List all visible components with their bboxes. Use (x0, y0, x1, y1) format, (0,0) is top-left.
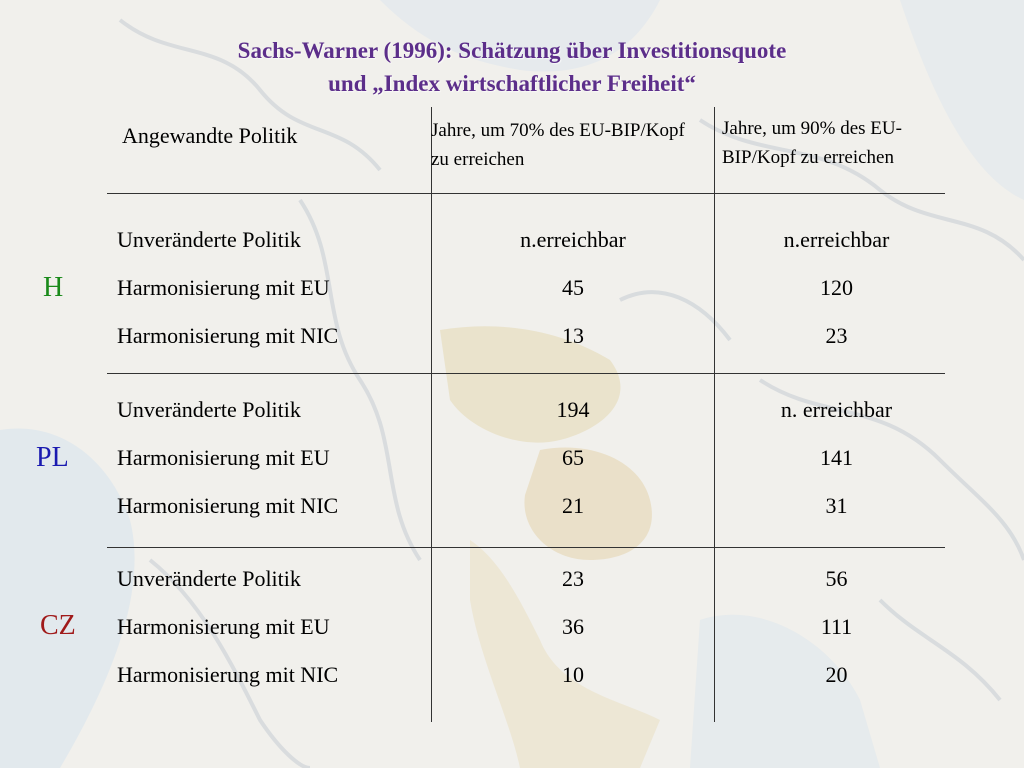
policy-label: Unveränderte Politik (117, 566, 301, 591)
column-divider-2 (714, 107, 715, 722)
value-90: n.erreichbar (783, 227, 890, 252)
group-rule-1 (107, 373, 945, 374)
policy-label: Harmonisierung mit NIC (117, 662, 339, 687)
header-policy: Angewandte Politik (122, 123, 298, 148)
header-years-90: Jahre, um 90% des EU-BIP/Kopf zu erreichen (722, 118, 902, 168)
value-90: n. erreichbar (780, 397, 893, 422)
value-90: 23 (825, 323, 848, 348)
policy-label: Unveränderte Politik (117, 397, 301, 422)
group-rule-2 (107, 547, 945, 548)
policy-label: Unveränderte Politik (117, 227, 301, 252)
value-70: 10 (562, 662, 584, 687)
country-label-pl: PL (36, 442, 69, 473)
policy-label: Harmonisierung mit EU (117, 445, 330, 470)
title-line-2: und „Index wirtschaftlicher Freiheit“ (328, 71, 696, 96)
value-70: n.erreichbar (520, 227, 626, 252)
value-70: 45 (562, 275, 584, 300)
value-70: 194 (556, 397, 590, 422)
header-years-70: Jahre, um 70% des EU-BIP/Kopf zu erreichen (431, 120, 685, 170)
policy-label: Harmonisierung mit EU (117, 275, 330, 300)
value-70: 36 (562, 614, 584, 639)
value-90: 56 (825, 566, 848, 591)
column-divider-1 (431, 107, 432, 722)
value-90: 20 (825, 662, 848, 687)
value-90: 31 (825, 493, 848, 518)
policy-label: Harmonisierung mit NIC (117, 323, 339, 348)
policy-label: Harmonisierung mit EU (117, 614, 330, 639)
title-line-1: Sachs-Warner (1996): Schätzung über Investitionsquote (237, 38, 787, 63)
policy-label: Harmonisierung mit NIC (117, 493, 339, 518)
country-label-cz: CZ (40, 610, 76, 641)
country-label-h: H (43, 272, 64, 303)
value-90: 111 (820, 614, 853, 639)
header-rule (107, 193, 945, 194)
value-70: 23 (562, 566, 584, 591)
value-90: 141 (820, 445, 853, 470)
value-90: 120 (820, 275, 853, 300)
value-70: 13 (562, 323, 584, 348)
value-70: 65 (562, 445, 584, 470)
value-70: 21 (562, 493, 584, 518)
